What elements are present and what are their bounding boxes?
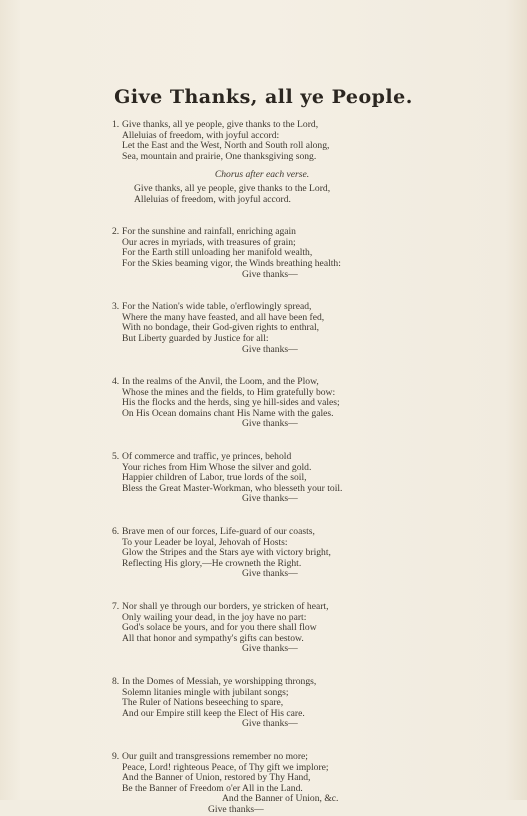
refrain: Give thanks— xyxy=(242,643,298,655)
verse-line: Happier children of Labor, true lords of the soil, xyxy=(122,472,307,484)
chorus-label: Chorus after each verse. xyxy=(214,169,310,181)
verse-line: To your Leader be loyal, Jehovah of Hosts: xyxy=(122,536,288,548)
verse-line: Alleluias of freedom, with joyful accord: xyxy=(122,129,280,141)
refrain: Give thanks— xyxy=(242,718,298,730)
verse-line: With no bondage, their God-given rights to enthral, xyxy=(122,322,320,334)
verse-line: 2. For the sunshine and rainfall, enriching again xyxy=(112,226,296,238)
verse-number: 1. xyxy=(112,119,120,130)
refrain: Give thanks— xyxy=(242,418,298,430)
verse-3 xyxy=(112,302,512,355)
verse-line: And our Empire still keep the Elect of His care. xyxy=(122,707,305,719)
verse-line: 1. Give thanks, all ye people, give thanks to the Lord, xyxy=(112,119,319,130)
verse-line: 3. For the Nation's wide table, o'erflowingly spread, xyxy=(112,301,312,313)
verse-9 xyxy=(112,752,512,816)
closing-line: And the Banner of Union, &c. xyxy=(222,793,339,805)
page-title: Give Thanks, all ye People. xyxy=(114,86,413,108)
verse-number: 3. xyxy=(112,301,120,313)
verse-line: Our acres in myriads, with treasures of grain; xyxy=(122,236,296,248)
verse-8 xyxy=(112,677,512,730)
verse-number: 7. xyxy=(112,601,120,612)
hymn-body xyxy=(112,120,512,816)
verse-line: God's solace be yours, and for you there shall flow xyxy=(122,622,317,634)
verse-number: 8. xyxy=(112,675,120,687)
verse-line: And the Banner of Union, restored by Thy Hand, xyxy=(122,772,311,784)
verse-line: Let the East and the West, North and South roll along, xyxy=(122,140,330,152)
verse-line: Your riches from Him Whose the silver and gold. xyxy=(122,461,312,473)
verse-line: 9. Our guilt and transgressions remember no more; xyxy=(112,750,308,762)
refrain: Give thanks— xyxy=(208,803,264,815)
verse-line: On His Ocean domains chant His Name with the gales. xyxy=(122,407,334,419)
verse-line: His the flocks and the herds, sing ye hill-sides and vales; xyxy=(122,397,340,409)
verse-number: 6. xyxy=(112,526,120,538)
verse-line: Sea, mountain and prairie, One thanksgiving song. xyxy=(122,150,317,162)
chorus xyxy=(112,184,512,205)
verse-line: Be the Banner of Freedom o'er All in the Land. xyxy=(122,782,303,794)
verse-number: 2. xyxy=(112,226,120,238)
verse-line: 5. Of commerce and traffic, ye princes, behold xyxy=(112,451,292,463)
verse-line: The Ruler of Nations beseeching to spare, xyxy=(122,697,284,709)
verse-line: Glow the Stripes and the Stars aye with victory bright, xyxy=(122,547,331,559)
verse-1 xyxy=(112,120,512,162)
verse-line: Reflecting His glory,—He crowneth the Right. xyxy=(122,557,302,569)
verse-2 xyxy=(112,227,512,280)
verse-number: 5. xyxy=(112,451,120,463)
verse-number: 4. xyxy=(112,376,120,388)
verse-line: Whose the mines and the fields, to Him gratefully bow: xyxy=(122,386,336,398)
verse-line: Bless the Great Master-Workman, who blesseth your toil. xyxy=(122,482,343,494)
verse-line: Solemn litanies mingle with jubilant songs; xyxy=(122,686,289,698)
refrain: Give thanks— xyxy=(242,268,298,280)
verse-line: All that honor and sympathy's gifts can bestow. xyxy=(122,632,304,644)
chorus-line: Give thanks, all ye people, give thanks to the Lord, xyxy=(134,182,331,194)
refrain: Give thanks— xyxy=(242,343,298,355)
chorus-line: Alleluias of freedom, with joyful accord. xyxy=(134,193,291,205)
refrain: Give thanks— xyxy=(242,493,298,505)
refrain: Give thanks— xyxy=(242,568,298,580)
verse-line: 4. In the realms of the Anvil, the Loom, and the Plow, xyxy=(112,376,319,388)
verse-number: 9. xyxy=(112,750,120,762)
verse-4 xyxy=(112,377,512,430)
verse-line: 7. Nor shall ye through our borders, ye stricken of heart, xyxy=(112,601,329,612)
verse-line: Peace, Lord! righteous Peace, of Thy gift we implore; xyxy=(122,761,329,773)
verse-line: For the Skies beaming vigor, the Winds breathing health: xyxy=(122,257,341,269)
verse-line: But Liberty guarded by Justice for all: xyxy=(122,332,269,344)
verse-7 xyxy=(112,602,512,655)
verse-line: 8. In the Domes of Messiah, ye worshipping throngs, xyxy=(112,675,317,687)
verse-line: For the Earth still unloading her manifold wealth, xyxy=(122,247,313,259)
verse-line: 6. Brave men of our forces, Life-guard of our coasts, xyxy=(112,526,315,538)
verse-5 xyxy=(112,452,512,505)
verse-line: Where the many have feasted, and all have been fed, xyxy=(122,311,325,323)
verse-6 xyxy=(112,527,512,580)
verse-line: Only wailing your dead, in the joy have no part: xyxy=(122,611,307,623)
